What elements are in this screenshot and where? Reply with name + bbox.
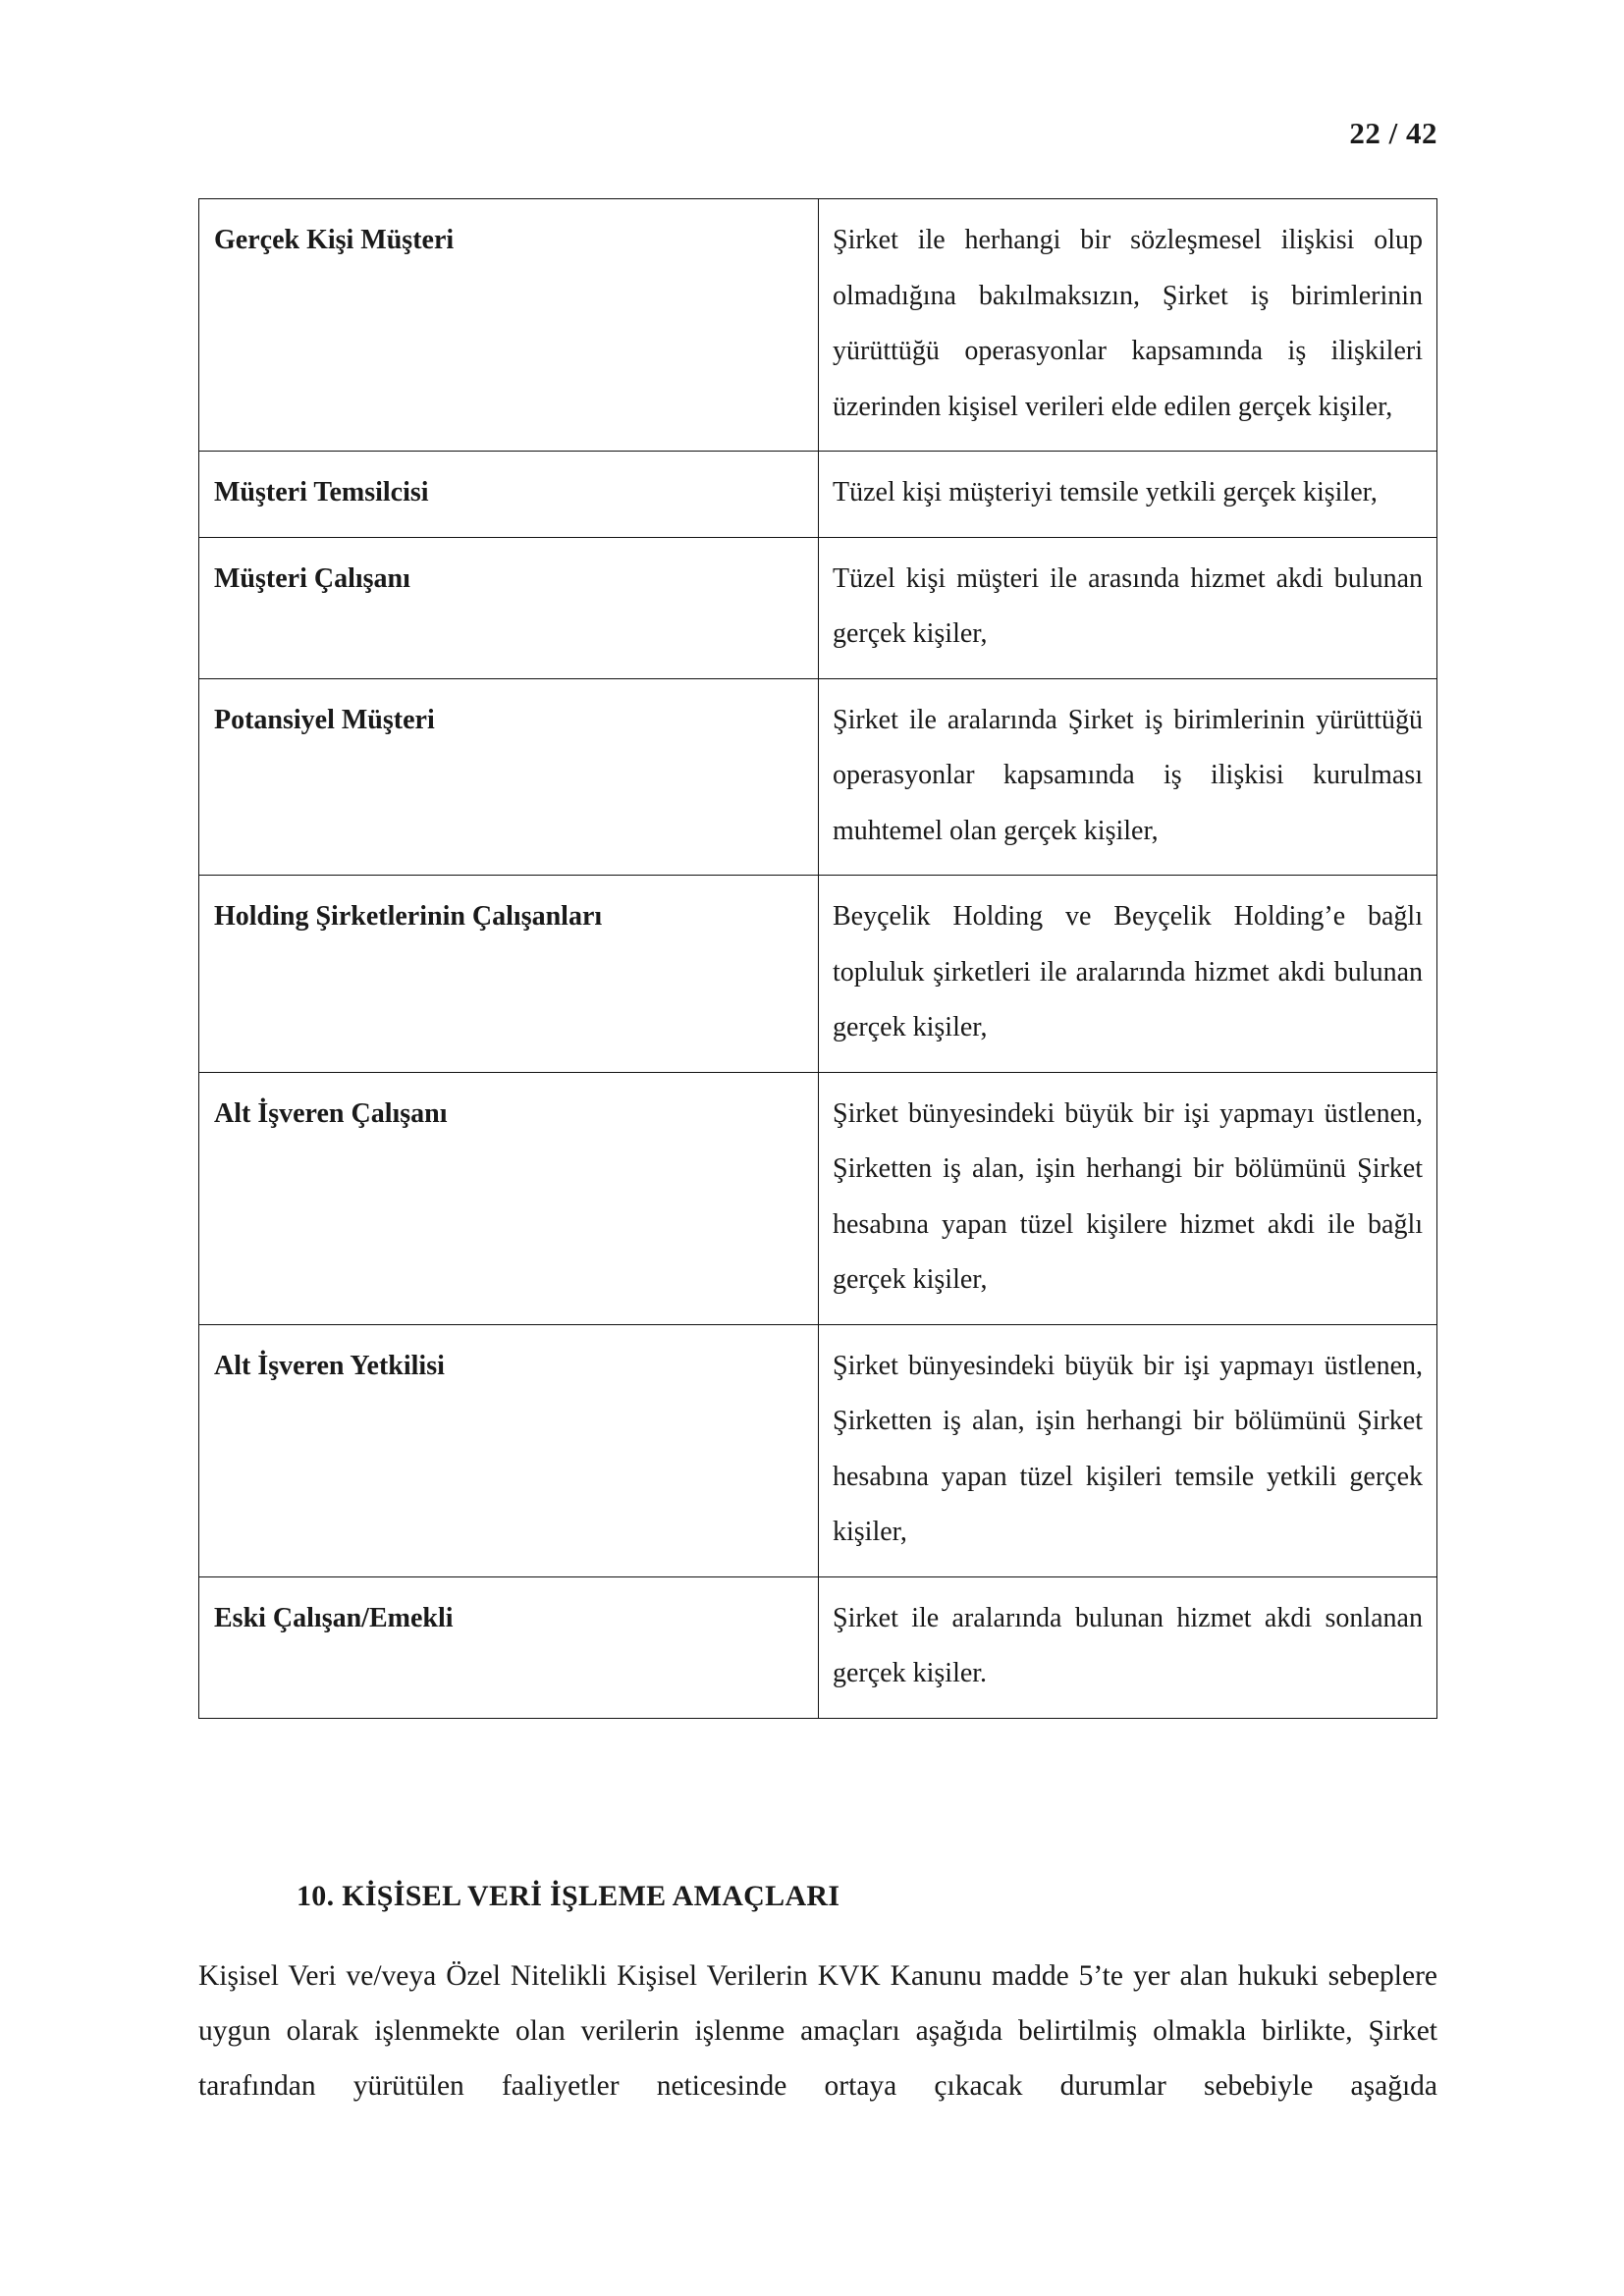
term-cell: Müşteri Çalışanı [199,537,819,678]
description-cell: Şirket ile aralarında Şirket iş birimlerinin yürüttüğü operasyonlar kapsamında iş ilişkisi kurulması muhtemel olan gerçek kişiler, [819,678,1437,876]
table-row [199,452,1437,538]
table-row [199,199,1437,452]
term-cell: Potansiyel Müşteri [199,678,819,876]
term-cell: Müşteri Temsilcisi [199,452,819,538]
description-cell: Şirket ile herhangi bir sözleşmesel ilişkisi olup olmadığına bakılmaksızın, Şirket iş birimlerinin yürüttüğü operasyonlar kapsamında iş ilişkileri üzerinden kişisel verileri elde edilen gerçek kişiler, [819,199,1437,452]
term-cell: Gerçek Kişi Müşteri [199,199,819,452]
term-cell: Alt İşveren Yetkilisi [199,1324,819,1576]
description-cell: Şirket ile aralarında bulunan hizmet akdi sonlanan gerçek kişiler. [819,1576,1437,1718]
term-cell: Eski Çalışan/Emekli [199,1576,819,1718]
page-number: 22 / 42 [1349,116,1437,150]
description-cell: Şirket bünyesindeki büyük bir işi yapmayı üstlenen, Şirketten iş alan, işin herhangi bir bölümünü Şirket hesabına yapan tüzel kişilere hizmet akdi ile bağlı gerçek kişiler, [819,1072,1437,1324]
table-row [199,678,1437,876]
table-row [199,537,1437,678]
term-cell: Holding Şirketlerinin Çalışanları [199,876,819,1073]
description-cell: Tüzel kişi müşteriyi temsile yetkili gerçek kişiler, [819,452,1437,538]
table-row [199,1072,1437,1324]
section-heading: 10. KİŞİSEL VERİ İŞLEME AMAÇLARI [297,1880,840,1912]
body-paragraph: Kişisel Veri ve/veya Özel Nitelikli Kişisel Verilerin KVK Kanunu madde 5’te yer alan hukuki sebeplere uygun olarak işlenmekte olan verilerin işlenme amaçları aşağıda belirtilmiş olmakla birlikte, Şirket tarafından yürütülen faaliyetler neticesinde ortaya çıkacak durumlar sebebiyle aşağıda [198,1960,1437,2102]
description-cell: Beyçelik Holding ve Beyçelik Holding’e bağlı topluluk şirketleri ile aralarında hizmet akdi bulunan gerçek kişiler, [819,876,1437,1073]
data-subject-definitions-table [198,198,1437,1719]
table-row [199,1576,1437,1718]
table-row [199,1324,1437,1576]
description-cell: Tüzel kişi müşteri ile arasında hizmet akdi bulunan gerçek kişiler, [819,537,1437,678]
term-cell: Alt İşveren Çalışanı [199,1072,819,1324]
table-row [199,876,1437,1073]
description-cell: Şirket bünyesindeki büyük bir işi yapmayı üstlenen, Şirketten iş alan, işin herhangi bir bölümünü Şirket hesabına yapan tüzel kişileri temsile yetkili gerçek kişiler, [819,1324,1437,1576]
